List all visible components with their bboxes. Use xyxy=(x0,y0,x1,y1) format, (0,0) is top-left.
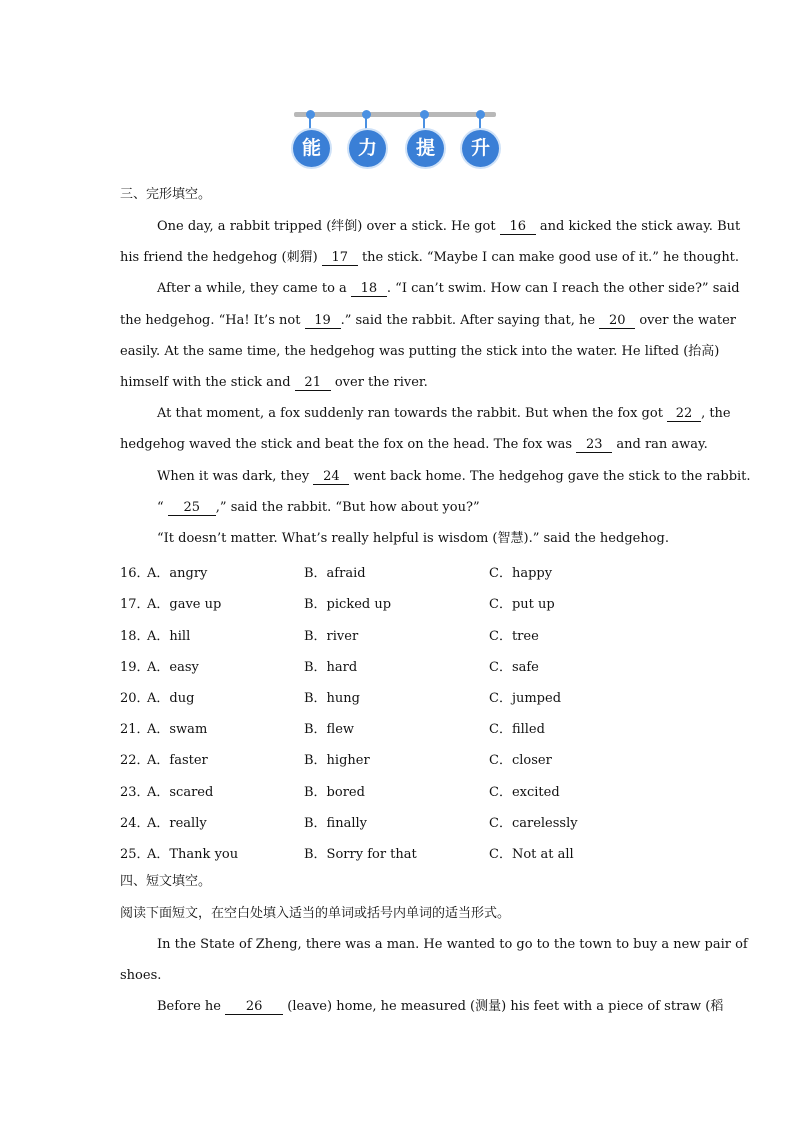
text: (leave) home, he measured (测量) his feet with a piece of straw (稻 xyxy=(287,999,724,1014)
text: At that moment, a fox suddenly ran towards the rabbit. But when the fox got xyxy=(157,406,663,421)
passage-line: shoes. xyxy=(120,968,162,983)
option-c[interactable]: C．happy xyxy=(489,566,553,581)
option-c[interactable]: C．filled xyxy=(489,722,545,737)
text: , the xyxy=(701,406,731,421)
cloze-line xyxy=(120,313,736,329)
option-c[interactable]: C．carelessly xyxy=(489,816,578,831)
text: ,” said the rabbit. “But how about you?” xyxy=(215,500,480,515)
option-a[interactable]: A．really xyxy=(147,816,207,831)
passage-line: In the State of Zheng, there was a man. He wanted to go to the town to buy a new pair of xyxy=(157,937,748,952)
option-number: 18． xyxy=(120,629,150,644)
text: over the water xyxy=(639,313,737,328)
option-c[interactable]: C．Not at all xyxy=(489,847,574,862)
option-number: 19． xyxy=(120,660,150,675)
option-a[interactable]: A．hill xyxy=(147,629,191,644)
option-b[interactable]: B．afraid xyxy=(304,566,366,581)
option-number: 16． xyxy=(120,566,150,581)
ability-banner xyxy=(292,110,498,170)
option-a[interactable]: A．scared xyxy=(147,785,214,800)
banner-char: 提 xyxy=(407,130,444,167)
option-a[interactable]: A．faster xyxy=(147,753,208,768)
cloze-line: easily. At the same time, the hedgehog was putting the stick into the water. He lifted (抬高) xyxy=(120,344,720,359)
cloze-line xyxy=(157,406,731,422)
text: his friend the hedgehog (刺猬) xyxy=(120,250,318,265)
blank-25[interactable]: 25 xyxy=(168,501,216,516)
cloze-line xyxy=(157,469,751,485)
banner-stem xyxy=(365,117,367,131)
option-b[interactable]: B．Sorry for that xyxy=(304,847,417,862)
text: hedgehog waved the stick and beat the fox on the head. The fox was xyxy=(120,437,573,452)
banner-char: 力 xyxy=(349,130,386,167)
blank-24[interactable]: 24 xyxy=(313,470,349,485)
blank-19[interactable]: 19 xyxy=(305,314,341,329)
option-c[interactable]: C．jumped xyxy=(489,691,562,706)
blank-23[interactable]: 23 xyxy=(576,438,612,453)
text: over the river. xyxy=(334,375,428,390)
option-c[interactable]: C．tree xyxy=(489,629,539,644)
text: himself with the stick and xyxy=(120,375,291,390)
option-a[interactable]: A．angry xyxy=(147,566,208,581)
option-b[interactable]: B．hung xyxy=(304,691,360,706)
option-number: 21． xyxy=(120,722,150,737)
instruction-text: 阅读下面短文，在空白处填入适当的单词或括号内单词的适当形式。 xyxy=(120,906,511,921)
cloze-line xyxy=(120,375,428,391)
cloze-line xyxy=(120,437,708,453)
section-heading-cloze: 三、完形填空。 xyxy=(120,187,212,202)
passage-line xyxy=(157,999,723,1015)
option-b[interactable]: B．flew xyxy=(304,722,355,737)
option-number: 22． xyxy=(120,753,150,768)
option-number: 17． xyxy=(120,597,150,612)
cloze-line xyxy=(157,219,740,235)
blank-26[interactable]: 26 xyxy=(225,1000,283,1015)
option-c[interactable]: C．put up xyxy=(489,597,555,612)
text: “ xyxy=(157,500,164,515)
option-a[interactable]: A．swam xyxy=(147,722,208,737)
banner-char: 升 xyxy=(462,130,499,167)
text: went back home. The hedgehog gave the stick to the rabbit. xyxy=(353,469,751,484)
option-a[interactable]: A．dug xyxy=(147,691,195,706)
option-b[interactable]: B．bored xyxy=(304,785,365,800)
option-c[interactable]: C．safe xyxy=(489,660,539,675)
text: and ran away. xyxy=(616,437,708,452)
blank-21[interactable]: 21 xyxy=(295,376,331,391)
banner-char: 能 xyxy=(293,130,330,167)
text: One day, a rabbit tripped (绊倒) over a stick. He got xyxy=(157,219,496,234)
banner-stem xyxy=(423,117,425,131)
option-number: 25． xyxy=(120,847,150,862)
blank-18[interactable]: 18 xyxy=(351,282,387,297)
text: . “I can’t swim. How can I reach the other side?” said xyxy=(386,281,740,296)
text: the hedgehog. “Ha! It’s not xyxy=(120,313,301,328)
blank-22[interactable]: 22 xyxy=(667,407,701,422)
banner-stem xyxy=(479,117,481,131)
option-a[interactable]: A．gave up xyxy=(147,597,222,612)
option-number: 23． xyxy=(120,785,150,800)
section-heading-fill-in: 四、短文填空。 xyxy=(120,874,212,889)
blank-16[interactable]: 16 xyxy=(500,220,536,235)
cloze-line xyxy=(157,281,740,297)
cloze-line xyxy=(120,250,739,266)
option-b[interactable]: B．picked up xyxy=(304,597,392,612)
cloze-line: “It doesn’t matter. What’s really helpful is wisdom (智慧).” said the hedgehog. xyxy=(157,531,669,546)
text: .” said the rabbit. After saying that, he xyxy=(340,313,596,328)
cloze-line xyxy=(157,500,480,516)
option-a[interactable]: A．easy xyxy=(147,660,199,675)
text: When it was dark, they xyxy=(157,469,310,484)
blank-20[interactable]: 20 xyxy=(599,314,635,329)
option-number: 24． xyxy=(120,816,150,831)
option-b[interactable]: B．hard xyxy=(304,660,358,675)
text: Before he xyxy=(157,999,221,1014)
option-b[interactable]: B．river xyxy=(304,629,359,644)
option-number: 20． xyxy=(120,691,150,706)
option-c[interactable]: C．excited xyxy=(489,785,560,800)
option-c[interactable]: C．closer xyxy=(489,753,552,768)
option-b[interactable]: B．higher xyxy=(304,753,370,768)
text: the stick. “Maybe I can make good use of it.” he thought. xyxy=(361,250,740,265)
option-a[interactable]: A．Thank you xyxy=(147,847,239,862)
banner-stem xyxy=(309,117,311,131)
option-b[interactable]: B．finally xyxy=(304,816,368,831)
blank-17[interactable]: 17 xyxy=(322,251,358,266)
text: and kicked the stick away. But xyxy=(539,219,741,234)
text: After a while, they came to a xyxy=(157,281,347,296)
banner-rail xyxy=(294,112,496,117)
